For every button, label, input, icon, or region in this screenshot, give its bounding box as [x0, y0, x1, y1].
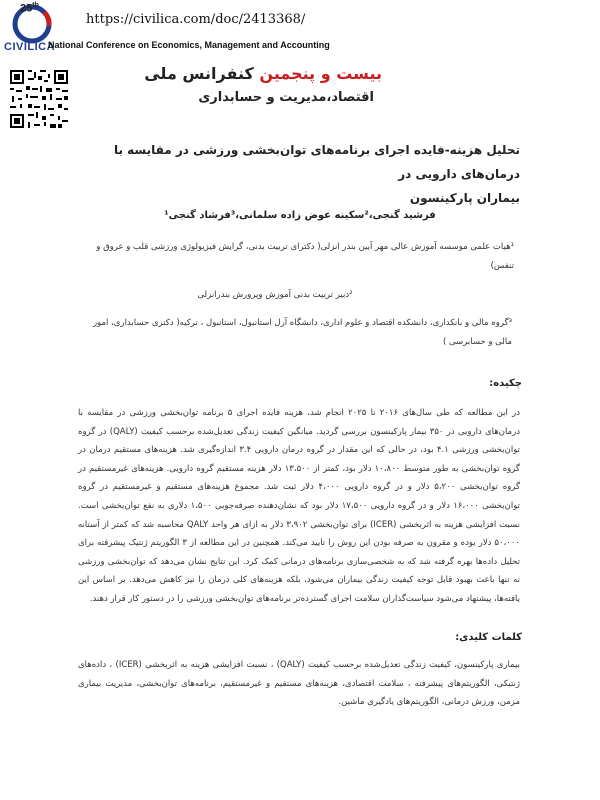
- conference-ordinal: بیست و پنجمین: [259, 64, 382, 83]
- abstract-heading: چکیده:: [489, 378, 522, 389]
- keywords-heading: کلمات کلیدی:: [455, 632, 522, 643]
- conference-number: 25th: [20, 2, 39, 15]
- keywords-text: بیماری پارکینسون، کیفیت زندگی تعدیل‌شده برحسب کیفیت (QALY) ، نسبت افزایشی هزینه به اثربخشی (ICER) ، داده‌های ژنتیکی، الگوریتم‌های پیشرفته ، سلامت اقتصادی، هزینه‌های مستقیم و غیرمستقیم، برنامه‌های توان‌بخشی، مدیریت بیماری مزمن، ورزش درمانی، الگوریتم‌های یادگیری ماشین.: [78, 660, 520, 708]
- conference-subtitle-fa: اقتصاد،مدیریت و حسابداری: [198, 90, 374, 105]
- affiliation-1: ¹هیات علمی موسسه آموزش عالی مهر آیین بندر انزلی( دکترای تربیت بدنی، گرایش فیزیولوژی ورزشی قلب و عروق و تنفس): [96, 242, 514, 271]
- paper-title-line2: بیماران پارکینسون: [409, 191, 520, 205]
- paper-authors: فرشید گنجی،²سکینه عوض زاده سلمانی،³فرشاد گنجی¹: [164, 210, 436, 221]
- abstract-text: در این مطالعه که طی سال‌های ۲۰۱۶ تا ۲۰۲۵ انجام شد، هزینه فایده اجرای ۵ برنامه توان‌بخشی ورزشی در مقایسه با درمان‌های دارویی در ۳۵۰ بیمار پارکینسون بررسی گردید. میانگین کیفیت زندگی تعدیل‌شده برحسب کیفیت (QALY) در گروه توان‌بخشی ورزشی ۴.۱ بود، در حالی که این مقدار در گروه درمان دارویی ۳.۴ اندازه‌گیری شد. هزینه‌های مستقیم درمان در گروه توان‌بخشی به طور متوسط ۱۰،۸۰۰ دلار بود، کمتر از ۱۳،۵۰۰ دلار هزینه مستقیم گروه دارویی. هزینه‌های غیرمستقیم در گروه توان‌بخشی ۵،۲۰۰ دلار و در گروه دارویی ۴،۰۰۰ دلار ثبت شد. مجموع هزینه‌های مستقیم و غیرمستقیم در گروه توان‌بخشی ۱۶،۰۰۰ دلار و در گروه دارویی ۱۷،۵۰۰ دلار بود که نشان‌دهنده صرفه‌جویی ۱،۵۰۰ دلاری به نفع توان‌بخشی است. نسبت افزایشی هزینه به اثربخشی (ICER) برای توان‌بخشی ۳،۹۰۲ دلار به ازای هر واحد QALY محاسبه شد که کمتر از آستانه ۵۰،۰۰۰ دلار بوده و مقرون به صرفه بودن این روش را تایید می‌کند. همچنین در این مطالعه از ۳ الگوریتم ژنتیک پیشرفته برای تحلیل داده‌ها بهره گرفته شد که به شخصی‌سازی برنامه‌های درمانی کمک کرد. این نتایج نشان می‌دهد که توان‌بخشی ورزشی نه تنها باعث بهبود قابل توجه کیفیت زندگی بیماران می‌شود، بلکه هزینه‌های کلی درمان را نیز کاهش می‌دهد. بر اساس این یافته‌ها، پیشنهاد می‌شود سیاست‌گذاران سلامت اجرای گسترده‌تر برنامه‌های توان‌بخشی ورزشی را در دستور کار قرار دهند.: [78, 408, 521, 604]
- affiliation-2: ²دبیر تربیت بدنی آموزش وپرورش بندرانزلی: [197, 290, 353, 300]
- conference-title-en: National Conference on Economics, Management and Accounting: [48, 40, 330, 50]
- document-url[interactable]: https://civilica.com/doc/2413368/: [86, 12, 306, 27]
- affiliation-3: ³گروه مالی و بانکداری، دانشکده اقتصاد و علوم اداری، دانشگاه آرل استانبول، استانبول ، ترکیه( دکتری حسابداری، امور مالی و حسابرسی ): [92, 318, 512, 347]
- qr-code-icon: [8, 68, 70, 130]
- paper-title-line1: تحلیل هزینه-فایده اجرای برنامه‌های توان‌بخشی ورزشی در مقایسه با درمان‌های دارویی در: [113, 143, 520, 181]
- conference-title-fa: [144, 64, 382, 83]
- paper-title: [70, 138, 520, 210]
- logo-text: CIVILICA: [4, 41, 56, 53]
- conference-label: کنفرانس ملی: [144, 64, 254, 83]
